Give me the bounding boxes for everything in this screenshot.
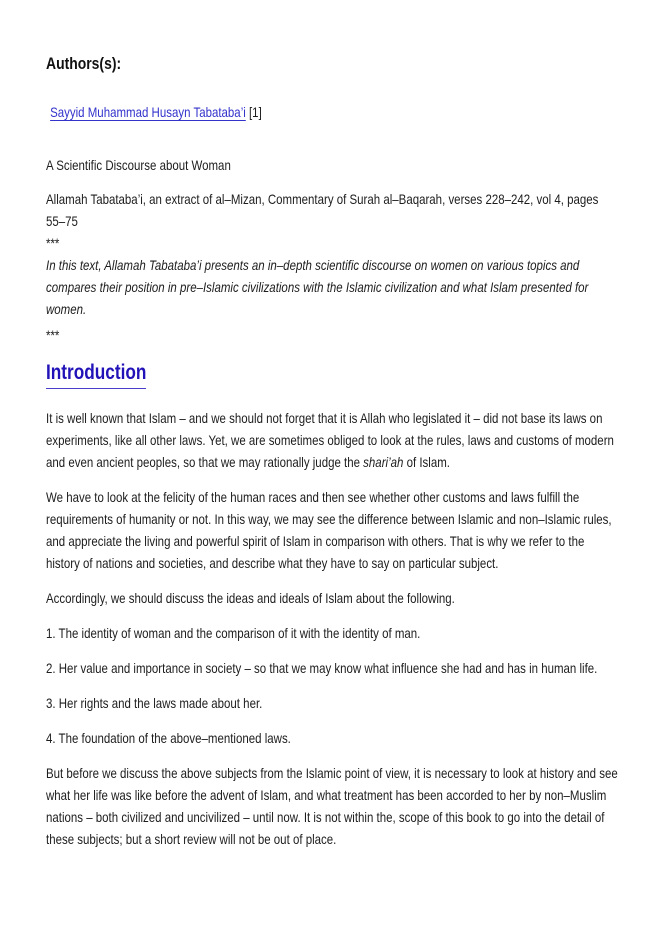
- list-item: 1. The identity of woman and the comparison of it with the identity of man.: [46, 625, 421, 641]
- article-subtitle: A Scientific Discourse about Woman: [46, 157, 231, 173]
- separator-asterisks-top: ***: [46, 235, 60, 251]
- list-item: 2. Her value and importance in society – so that we may know what influence she had and has in human life.: [46, 660, 598, 676]
- list-item: 3. Her rights and the laws made about her.: [46, 695, 263, 711]
- paragraph-4: But before we discuss the above subjects from the Islamic point of view, it is necessary to look at history and see what her life was like before the advent of Islam, and what treatment has been accorded to her by non–Muslim nations – both civilized and uncivilized – until now. It is not within the, scope of this book to go into the detail of these subjects; but a short review will not be out of place.: [46, 765, 618, 847]
- separator-asterisks-bottom: ***: [46, 327, 60, 343]
- paragraph-1-italic-term: shari’ah: [363, 454, 404, 470]
- paragraph-1-tail: of Islam.: [403, 454, 450, 470]
- paragraph-1: [46, 407, 620, 473]
- author-link[interactable]: Sayyid Muhammad Husayn Tabataba’i: [50, 104, 246, 120]
- authors-label: Authors(s):: [46, 54, 122, 73]
- paragraph-1-text: It is well known that Islam – and we should not forget that it is Allah who legislated it – did not base its laws on experiments, like all other laws. Yet, we are sometimes obliged to look at the rules, laws and customs of modern and even ancient peoples, so that we may rationally judge the: [46, 410, 614, 470]
- article-content: [46, 54, 620, 850]
- list-item: 4. The foundation of the above–mentioned laws.: [46, 730, 291, 746]
- source-line: [46, 188, 620, 254]
- author-line: [46, 101, 620, 123]
- abstract-paragraph: In this text, Allamah Tabataba’i presents an in–depth scientific discourse on women on various topics and compares their position in pre–Islamic civilizations with the Islamic civilization and what Islam presented for women.: [46, 257, 589, 317]
- section-heading-introduction: [46, 360, 620, 389]
- paragraph-2: We have to look at the felicity of the human races and then see whether other customs and laws fulfill the requirements of humanity or not. In this way, we may see the difference between Islamic and non–Islamic rules, and appreciate the living and powerful spirit of Islam in comparison with others. That is why we refer to the history of nations and societies, and describe what they have to say on particular subject.: [46, 489, 612, 571]
- author-reference: [1]: [248, 104, 262, 120]
- section-heading-text: Introduction: [46, 360, 146, 389]
- paragraph-3: Accordingly, we should discuss the ideas and ideals of Islam about the following.: [46, 590, 455, 606]
- source-text: Allamah Tabataba’i, an extract of al–Mizan, Commentary of Surah al–Baqarah, verses 228–242, vol 4, pages 55–75: [46, 191, 599, 229]
